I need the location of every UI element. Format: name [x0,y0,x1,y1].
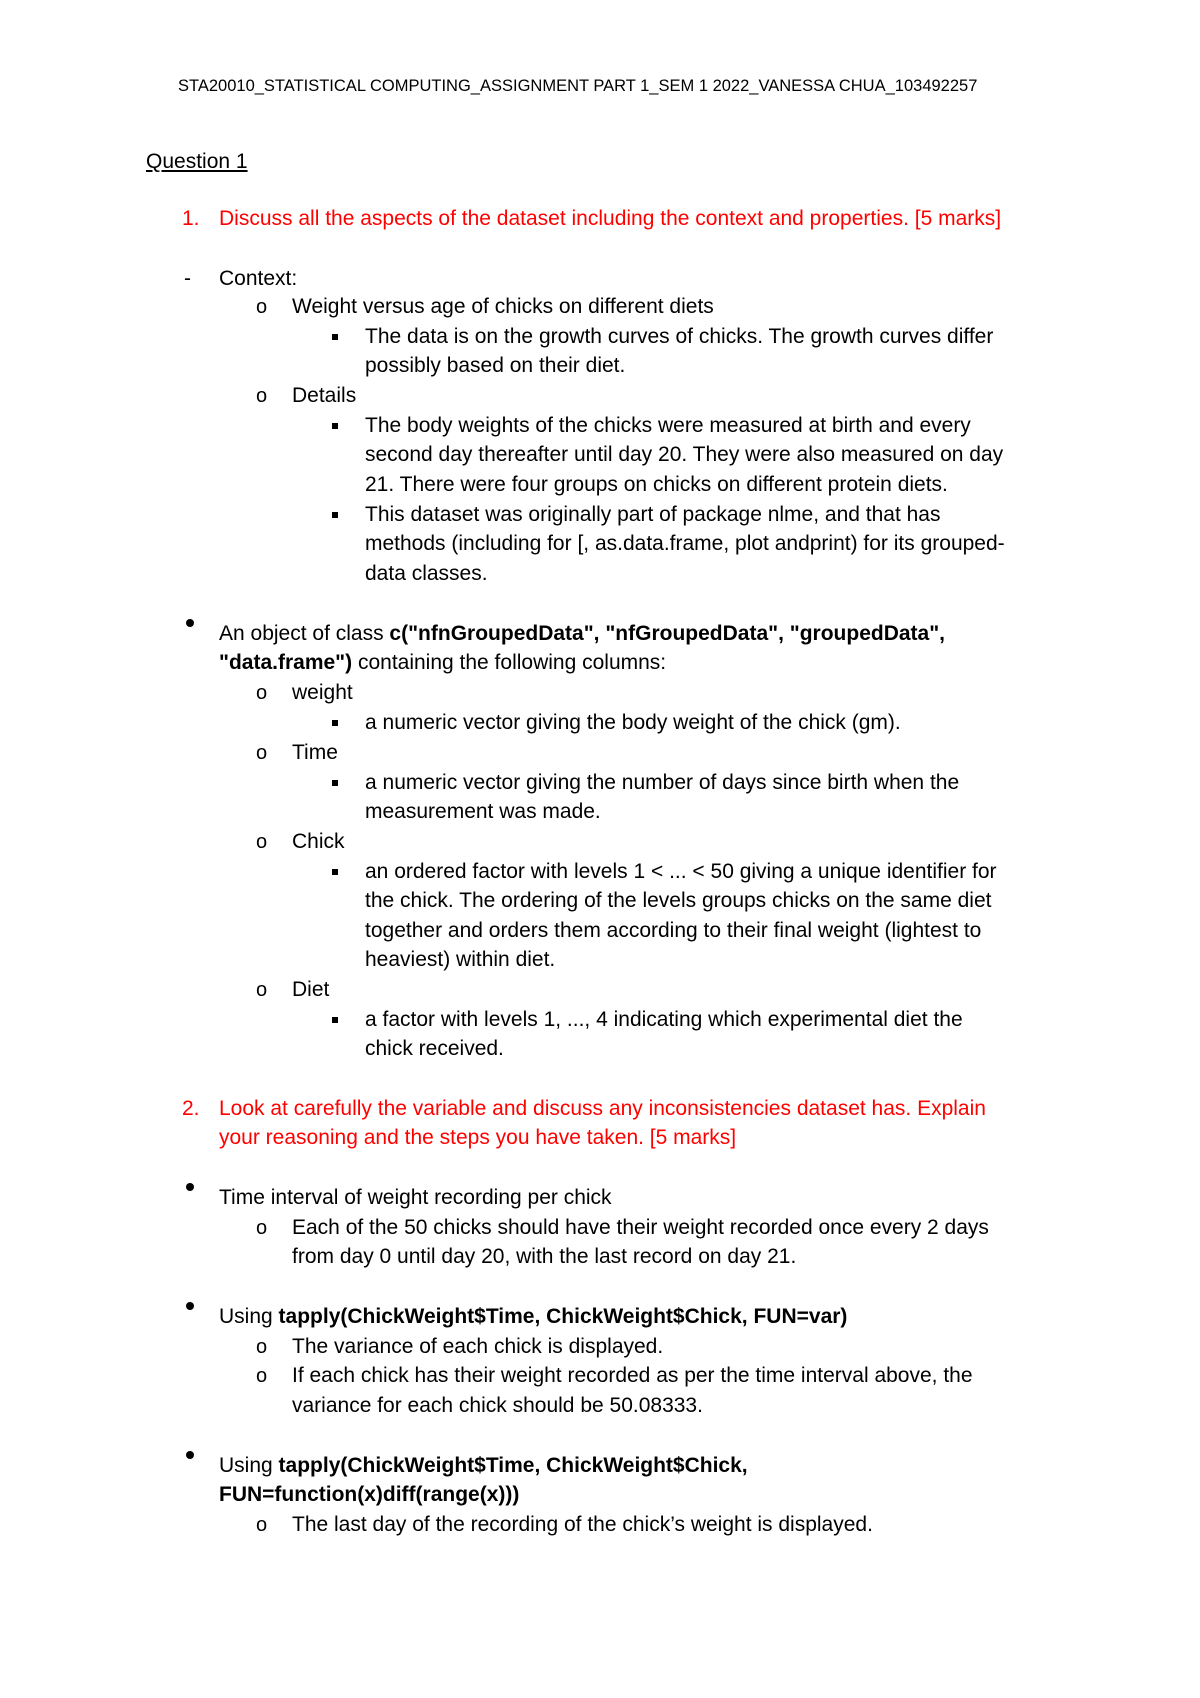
details-bullet-1-line: second day thereafter until day 20. They were also measured on day [365,443,1004,466]
circle-bullet-icon: o [256,1217,268,1239]
square-bullet-icon [332,512,338,518]
context-sub-1: Weight versus age of chicks on different diets [292,295,714,318]
circle-bullet-icon: o [256,742,268,764]
range-sub-1: The last day of the recording of the chick’s weight is displayed. [292,1513,873,1536]
circle-bullet-icon: o [256,1365,268,1387]
var-sub-2: variance for each chick should be 50.08333. [292,1394,703,1417]
context-sub-2: Details [292,384,357,407]
page-header: STA20010_STATISTICAL COMPUTING_ASSIGNMENT PART 1_SEM 1 2022_VANESSA CHUA_103492257 [178,77,978,95]
question-2-text: your reasoning and the steps you have taken. [5 marks] [219,1126,737,1149]
question-1-number: 1. [182,207,200,230]
question-1-text: Discuss all the aspects of the dataset including the context and properties. [5 marks] [219,207,1002,230]
bullet-dot-icon [186,1451,194,1459]
circle-bullet-icon: o [256,296,268,318]
column-time-desc: a numeric vector giving the number of days since birth when the [365,771,960,794]
square-bullet-icon [332,334,338,340]
column-time-desc: measurement was made. [365,800,601,823]
question-2-text: Look at carefully the variable and discuss any inconsistencies dataset has. Explain [219,1097,986,1120]
column-chick: Chick [292,830,345,853]
tapply-range-line: Using tapply(ChickWeight$Time, ChickWeight$Chick, [219,1454,748,1477]
column-chick-desc: an ordered factor with levels 1 < ... < 50 giving a unique identifier for [365,860,997,883]
column-diet-desc: a factor with levels 1, ..., 4 indicating which experimental diet the [365,1008,963,1031]
bullet-dot-icon [186,1302,194,1310]
context-sub-1-line: possibly based on their diet. [365,354,626,377]
dash-marker: - [184,267,191,290]
circle-bullet-icon: o [256,831,268,853]
bullet-dot-icon [186,619,194,627]
circle-bullet-icon: o [256,979,268,1001]
var-sub-1: The variance of each chick is displayed. [292,1335,664,1358]
interval-sub: from day 0 until day 20, with the last record on day 21. [292,1245,797,1268]
interval-sub: Each of the 50 chicks should have their weight recorded once every 2 days [292,1216,989,1239]
tapply-var-line: Using tapply(ChickWeight$Time, ChickWeight$Chick, FUN=var) [219,1305,848,1328]
column-time: Time [292,741,338,764]
circle-bullet-icon: o [256,1514,268,1536]
details-bullet-1-line: The body weights of the chicks were measured at birth and every [365,414,971,437]
details-bullet-2-line: data classes. [365,562,488,585]
square-bullet-icon [332,1017,338,1023]
interval-title: Time interval of weight recording per chick [219,1186,612,1209]
square-bullet-icon [332,780,338,786]
square-bullet-icon [332,423,338,429]
details-bullet-1-line: 21. There were four groups on chicks on different protein diets. [365,473,948,496]
tapply-range-line-2: FUN=function(x)diff(range(x))) [219,1483,520,1506]
column-chick-desc: together and orders them according to their final weight (lightest to [365,919,982,942]
object-class-line-2: "data.frame") containing the following columns: [219,651,667,674]
square-bullet-icon [332,720,338,726]
bullet-dot-icon [186,1183,194,1191]
object-class-line-1: An object of class c("nfnGroupedData", "nfGroupedData", "groupedData", [219,622,946,645]
circle-bullet-icon: o [256,682,268,704]
column-weight: weight [292,681,353,704]
details-bullet-2-line: methods (including for [, as.data.frame, plot andprint) for its grouped- [365,532,1005,555]
column-weight-desc: a numeric vector giving the body weight of the chick (gm). [365,711,901,734]
column-chick-desc: the chick. The ordering of the levels groups chicks on the same diet [365,889,992,912]
var-sub-2: If each chick has their weight recorded as per the time interval above, the [292,1364,973,1387]
details-bullet-2-line: This dataset was originally part of package nlme, and that has [365,503,941,526]
column-diet-desc: chick received. [365,1037,504,1060]
column-chick-desc: heaviest) within diet. [365,948,556,971]
square-bullet-icon [332,869,338,875]
context-sub-1-line: The data is on the growth curves of chicks. The growth curves differ [365,325,994,348]
column-diet: Diet [292,978,330,1001]
circle-bullet-icon: o [256,385,268,407]
context-label: Context: [219,267,298,290]
circle-bullet-icon: o [256,1336,268,1358]
page-title: Question 1 [146,150,248,173]
question-2-number: 2. [182,1097,200,1120]
